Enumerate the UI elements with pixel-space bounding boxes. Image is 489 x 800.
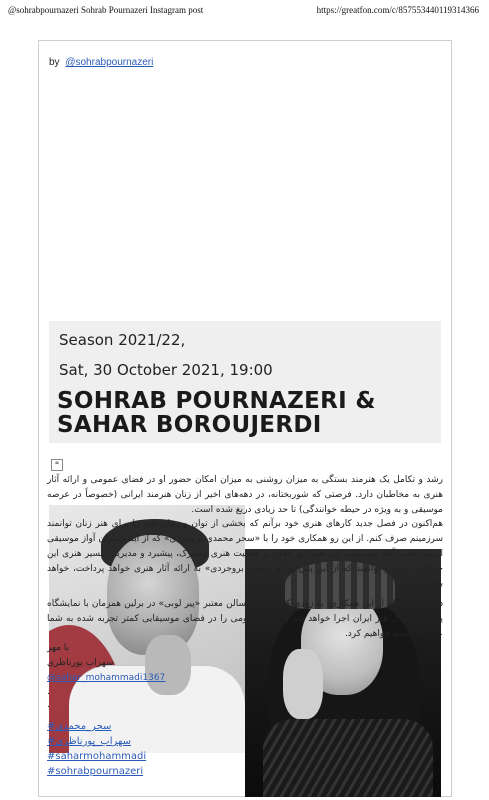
title-line-2: SAHAR BOROUJERDI <box>57 412 322 438</box>
concert-info-box <box>49 321 441 443</box>
page-title: @sohrabpournazeri Sohrab Pournazeri Instagram post <box>8 5 204 15</box>
mention-link[interactable]: @sahar_mohammadi1367 <box>47 673 166 683</box>
page-url[interactable]: https://greatfon.com/c/857553440119314366 <box>316 5 479 15</box>
hashtag-link[interactable]: #sohrabpournazeri <box>47 766 144 777</box>
signature-greeting: با مهر <box>47 643 70 653</box>
author-link[interactable]: @sohrabpournazeri <box>65 57 154 68</box>
browser-header <box>0 0 489 20</box>
title-line-1: SOHRAB POURNAZERI & <box>57 388 376 414</box>
quote-icon: ❝ <box>51 459 63 471</box>
post-byline <box>49 57 153 68</box>
caption-paragraph-2: هم‌اکنون در فصل جدید کارهای هنری خود برآنم که بخشی از توان و زمان خود را برای هنر زنان توانمند سرزمینم صرف کنم. از این رو همکاری خود را با «سحر محمدی بروجردی» که از آینده‌سازان آواز موسیقی ایرانی است آغاز می‌نمایم. این همکاری علاوه بر فعالیت هنری مشترک، پیشبرد و مدیریت مسیر هنری این خواننده جوان و توانمند که از این پس با نام «سحر بروجردی» به ارائه آثار هنری خواهد پرداخت، خواهد بود. <box>47 519 443 589</box>
separator-dot: . <box>47 687 50 697</box>
separator-dot: . <box>47 700 50 710</box>
hashtag-link[interactable]: #saharmohammadi <box>47 751 147 762</box>
hashtag-link[interactable]: #سهراب_پورناظری <box>47 736 132 747</box>
caption-paragraph-3: در نخستین گام از این همکاری، به زودی کنسرتی در سالن معتبر «پیر لوبی» در برلین همزمان با نمایشگاه پنج هزار سال هنر ایران اجرا خواهد شد و سپس آلبومی را در فضای موسیقایی کمتر تجربه شده به شما عزیزان تقدیم خواهیم کرد. <box>47 599 443 639</box>
post-image <box>49 73 441 321</box>
caption-signature <box>47 641 443 712</box>
photo-shirt <box>263 719 433 797</box>
instagram-post-card <box>38 40 452 797</box>
signature-name: سهراب پورناظری <box>47 658 114 668</box>
caption-paragraph-1: رشد و تکامل یک هنرمند بستگی به میزان روشنی به میزان امکان حضور او در فضای عمومی و ارائه آثار هنری به مخاطبان دارد. فرصتی که شوربختانه، در دهه‌های اخیر از زنان هنرمند ایرانی (خصوصاً در عرصه موسیقی و به ویژه در حیطه خوانندگی) تا حد زیادی دریغ شده است. <box>47 475 443 515</box>
hashtag-link[interactable]: #سحر_محمدی <box>47 721 112 732</box>
concert-date: Sat, 30 October 2021, 19:00 <box>59 361 273 379</box>
byline-prefix: by <box>49 57 60 68</box>
hashtag-list <box>47 719 146 779</box>
concert-title <box>57 389 376 437</box>
season-text: Season 2021/22, <box>59 331 186 349</box>
